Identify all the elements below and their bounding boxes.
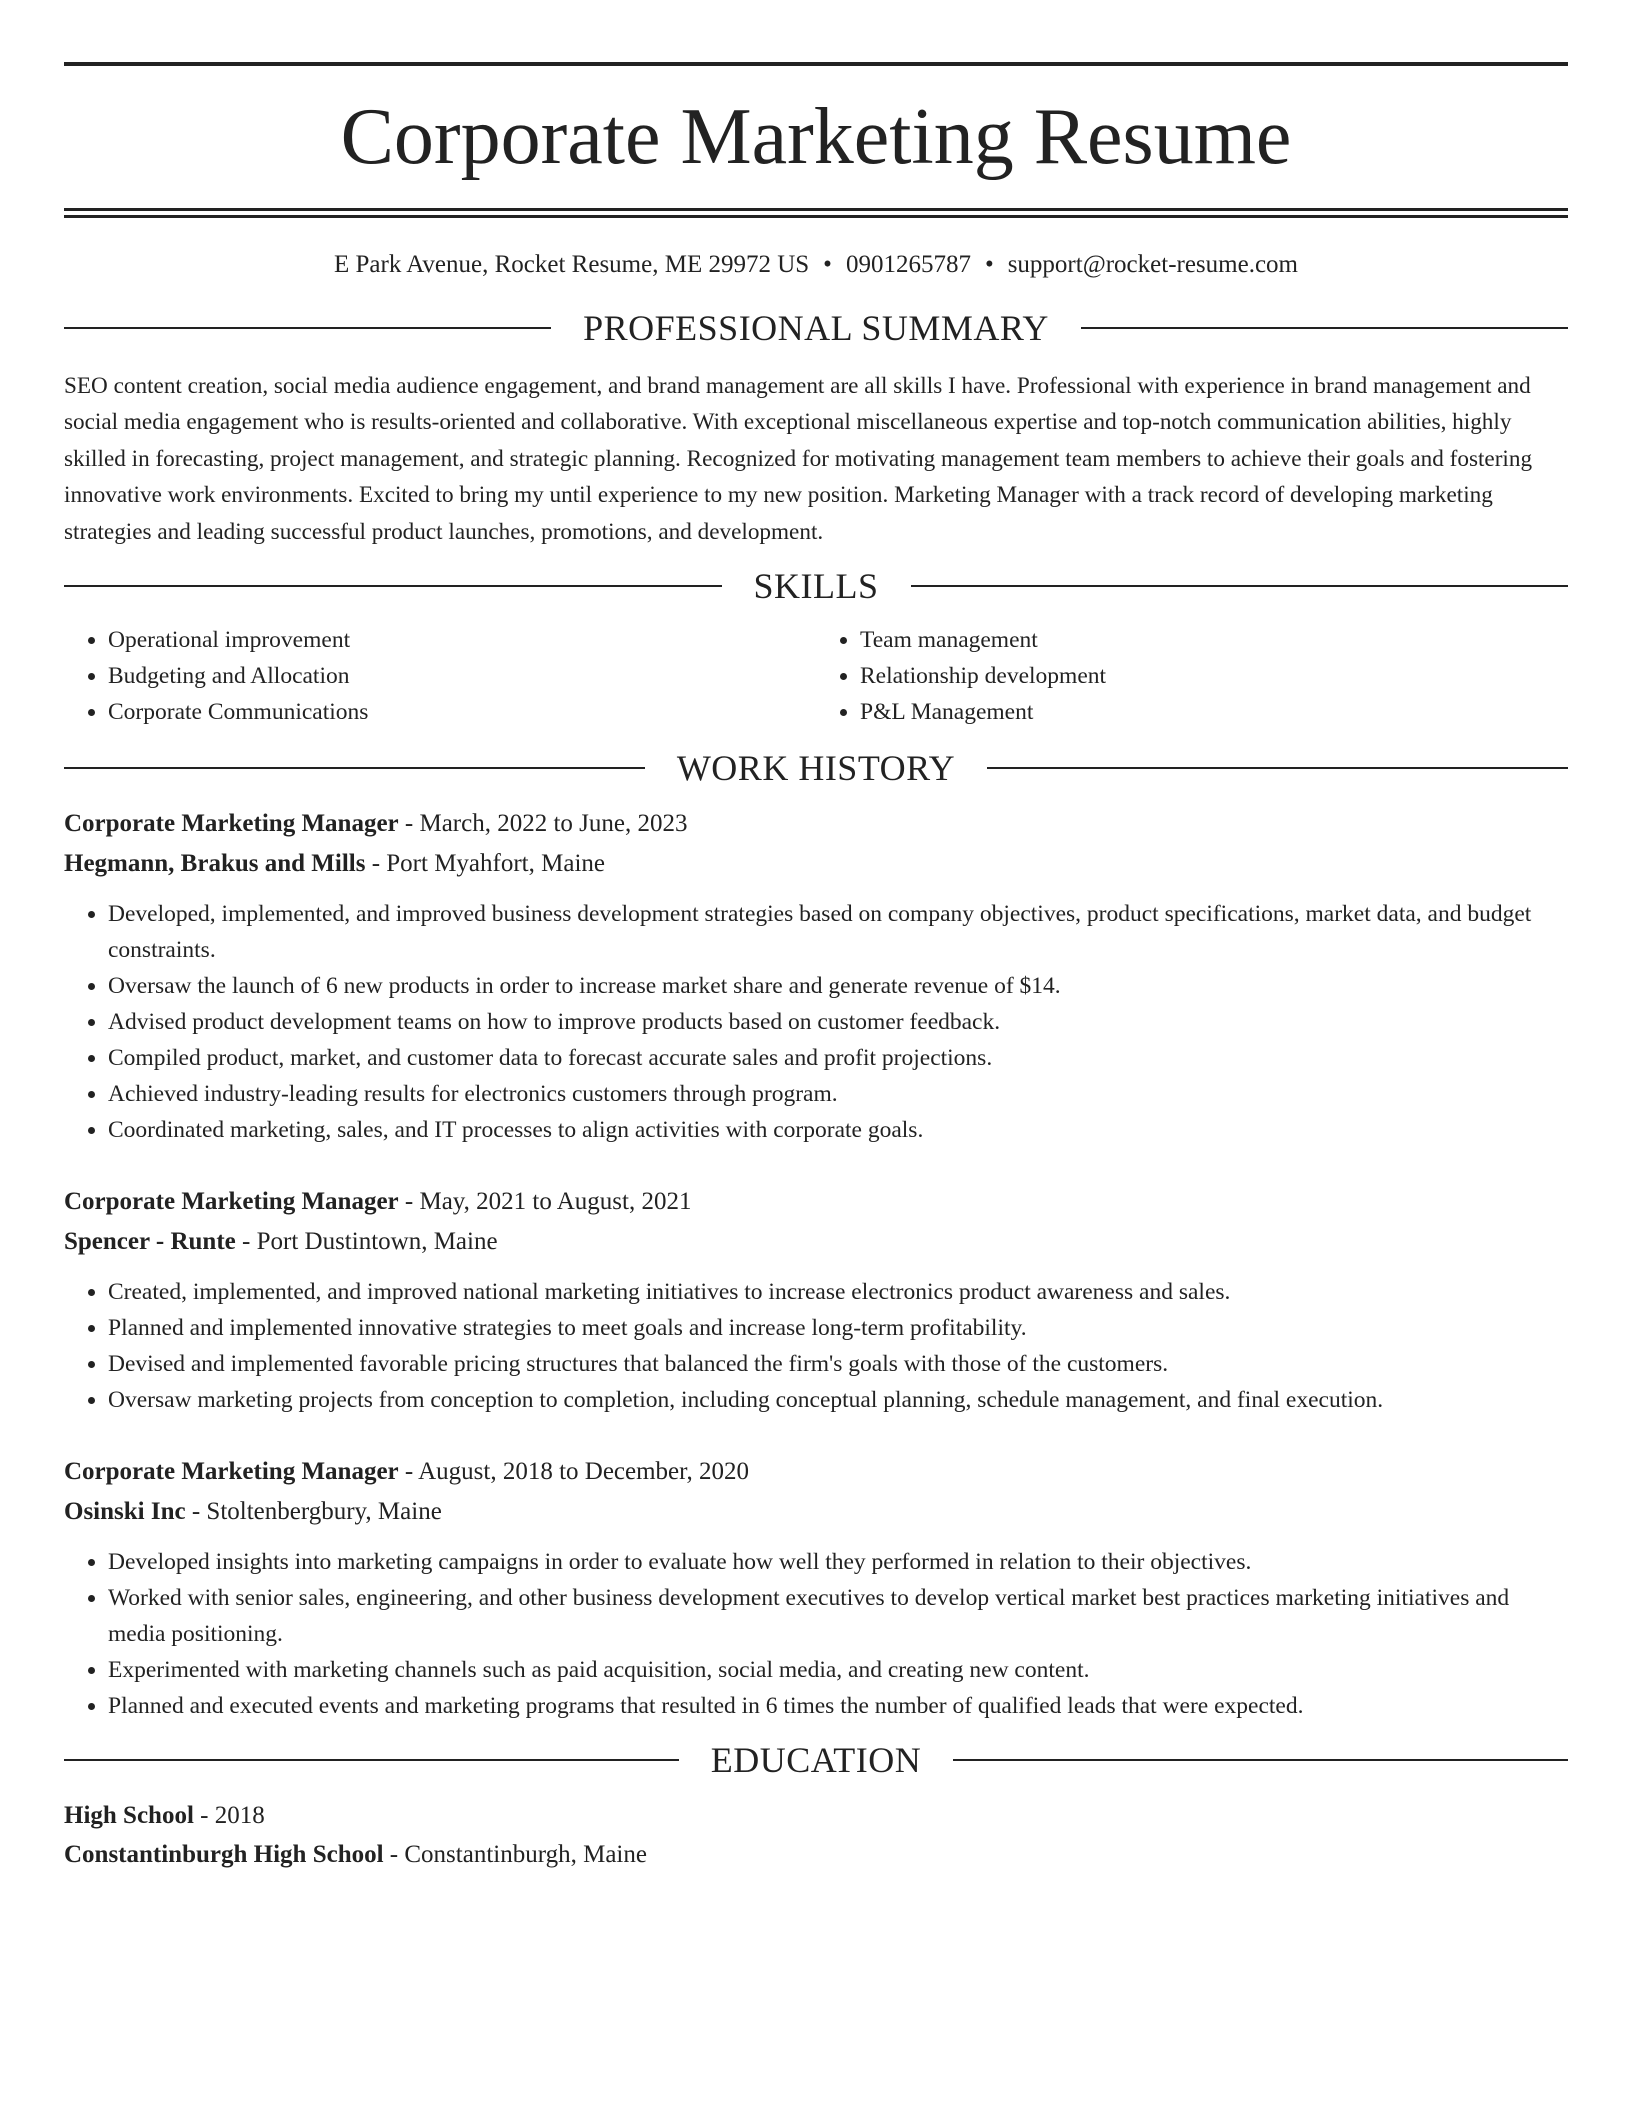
job-entry xyxy=(64,1182,1568,1418)
job-bullet: • Devised and implemented favorable pricing structures that balanced the firm's goals with those of the customers. xyxy=(108,1346,1568,1382)
skill-item: • Corporate Communications xyxy=(108,694,816,730)
contact-separator: • xyxy=(984,251,994,278)
section-heading-summary xyxy=(64,306,1568,350)
job-bullet: • Coordinated marketing, sales, and IT processes to align activities with corporate goals. xyxy=(108,1112,1568,1148)
job-bullet: • Advised product development teams on how to improve products based on customer feedback. xyxy=(108,1004,1568,1040)
job-title: Corporate Marketing Manager xyxy=(64,1458,399,1486)
heading-rule xyxy=(64,1759,679,1761)
job-dates: March, 2022 to June, 2023 xyxy=(419,810,688,838)
section-heading-education xyxy=(64,1738,1568,1782)
job-title-line xyxy=(64,1452,1568,1492)
job-company: Hegmann, Brakus and Mills xyxy=(64,850,366,878)
education-degree-line xyxy=(64,1796,1568,1835)
skill-item: • Relationship development xyxy=(860,658,1568,694)
contact-address: E Park Avenue, Rocket Resume, ME 29972 US xyxy=(334,251,810,278)
job-company-line xyxy=(64,1222,1568,1262)
dash: - xyxy=(371,850,381,878)
job-company: Spencer - Runte xyxy=(64,1228,236,1256)
heading-rule xyxy=(911,585,1569,587)
job-location: Port Dustintown, Maine xyxy=(256,1228,498,1256)
skill-item: • P&L Management xyxy=(860,694,1568,730)
job-bullet: • Planned and implemented innovative strategies to meet goals and increase long-term profitability. xyxy=(108,1310,1568,1346)
skill-item: • Team management xyxy=(860,622,1568,658)
job-title: Corporate Marketing Manager xyxy=(64,810,399,838)
job-title: Corporate Marketing Manager xyxy=(64,1188,399,1216)
education-year: 2018 xyxy=(214,1802,265,1830)
skill-item: • Operational improvement xyxy=(108,622,816,658)
heading-rule xyxy=(953,1759,1568,1761)
job-company-line xyxy=(64,1492,1568,1532)
dash: - xyxy=(404,1188,414,1216)
contact-email: support@rocket-resume.com xyxy=(1007,251,1298,278)
heading-rule xyxy=(64,327,551,329)
skills-column-right xyxy=(816,622,1568,730)
contact-phone: 0901265787 xyxy=(845,251,971,278)
job-title-line xyxy=(64,804,1568,844)
job-bullets xyxy=(64,896,1568,1148)
job-title-line xyxy=(64,1182,1568,1222)
job-bullet: • Worked with senior sales, engineering, and other business development executives to develop vertical market best practices marketing initiatives and media positioning. xyxy=(108,1580,1568,1652)
heading-rule xyxy=(64,767,645,769)
top-rule xyxy=(64,62,1568,66)
job-company: Osinski Inc xyxy=(64,1498,186,1526)
title-double-rule xyxy=(64,208,1568,218)
job-bullet: • Developed insights into marketing campaigns in order to evaluate how well they performed in relation to their objectives. xyxy=(108,1544,1568,1580)
skills-column-left xyxy=(64,622,816,730)
job-bullet: • Developed, implemented, and improved business development strategies based on company objectives, product specifications, market data, and budget constraints. xyxy=(108,896,1568,968)
dash: - xyxy=(404,810,414,838)
job-bullets xyxy=(64,1274,1568,1418)
heading-rule xyxy=(1081,327,1568,329)
skill-item: • Budgeting and Allocation xyxy=(108,658,816,694)
job-bullets xyxy=(64,1544,1568,1724)
dash: - xyxy=(404,1458,414,1486)
heading-rule xyxy=(64,585,722,587)
education-school: Constantinburgh High School xyxy=(64,1841,384,1869)
job-bullet: • Created, implemented, and improved national marketing initiatives to increase electronics product awareness and sales. xyxy=(108,1274,1568,1310)
dash: - xyxy=(191,1498,201,1526)
job-entry xyxy=(64,1452,1568,1724)
dash: - xyxy=(242,1228,251,1256)
education-school-line xyxy=(64,1835,1568,1874)
section-title: SKILLS xyxy=(753,566,879,607)
job-company-line xyxy=(64,844,1568,884)
contact-line xyxy=(64,248,1568,282)
job-dates: May, 2021 to August, 2021 xyxy=(419,1188,692,1216)
contact-separator: • xyxy=(823,251,832,278)
job-location: Port Myahfort, Maine xyxy=(386,850,605,878)
education-degree: High School xyxy=(64,1802,194,1830)
summary-text: SEO content creation, social media audience engagement, and brand management are all skills I have. Professional with experience in brand management and social media engagement who is results-oriented and collaborative. With exceptional miscellaneous expertise and top-notch communication abilities, highly skilled in forecasting, project management, and strategic planning. Recognized for motivating management team members to achieve their goals and fostering innovative work environments. Excited to bring my until experience to my new position. Marketing Manager with a track record of developing marketing strategies and leading successful product launches, promotions, and development. xyxy=(64,373,1533,545)
skills-list xyxy=(64,622,1568,730)
section-title: EDUCATION xyxy=(710,1740,922,1781)
section-title: WORK HISTORY xyxy=(676,748,956,789)
education-location: Constantinburgh, Maine xyxy=(404,1841,647,1869)
job-bullet: • Compiled product, market, and customer data to forecast accurate sales and profit projections. xyxy=(108,1040,1568,1076)
job-bullet: • Experimented with marketing channels such as paid acquisition, social media, and creating new content. xyxy=(108,1652,1568,1688)
job-dates: August, 2018 to December, 2020 xyxy=(418,1458,749,1486)
job-entry xyxy=(64,804,1568,1148)
job-bullet: • Achieved industry-leading results for electronics customers through program. xyxy=(108,1076,1568,1112)
dash: - xyxy=(389,1841,399,1869)
dash: - xyxy=(200,1802,209,1830)
job-bullet: • Planned and executed events and marketing programs that resulted in 6 times the number of qualified leads that were expected. xyxy=(108,1688,1568,1724)
job-bullet: • Oversaw marketing projects from conception to completion, including conceptual planning, schedule management, and final execution. xyxy=(108,1382,1568,1418)
resume-title: Corporate Marketing Resume xyxy=(340,93,1292,181)
job-location: Stoltenbergbury, Maine xyxy=(206,1498,442,1526)
heading-rule xyxy=(987,767,1568,769)
job-bullet: • Oversaw the launch of 6 new products in order to increase market share and generate revenue of $14. xyxy=(108,968,1568,1004)
section-title: PROFESSIONAL SUMMARY xyxy=(583,308,1049,348)
section-heading-skills xyxy=(64,564,1568,608)
section-heading-work xyxy=(64,746,1568,790)
